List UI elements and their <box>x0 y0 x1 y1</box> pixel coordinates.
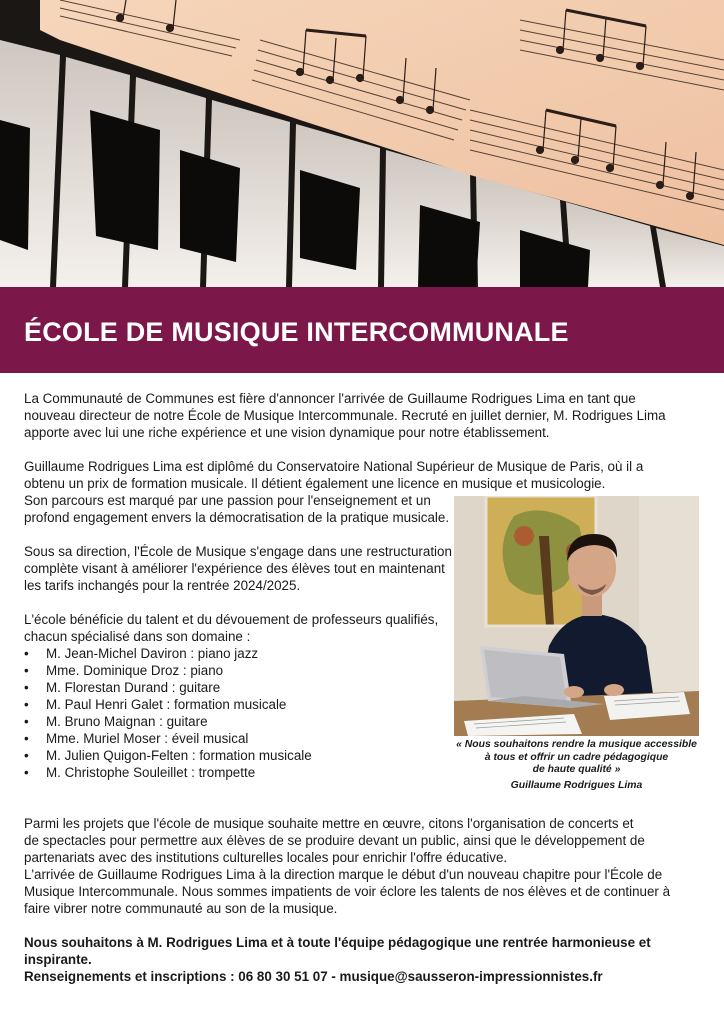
text-line: Nous souhaitons à M. Rodrigues Lima et à toute l'équipe pédagogique une rentrée harmonieuse et <box>24 935 651 950</box>
list-item: • M. Christophe Souleillet : trompette <box>24 764 312 781</box>
page-title: ÉCOLE DE MUSIQUE INTERCOMMUNALE <box>24 317 569 347</box>
text-line: profond engagement envers la démocratisation de la pratique musicale. <box>24 510 450 525</box>
text-line: nouveau directeur de notre École de Musique Intercommunale. Recruté en juillet dernier, M. Rodrigues Lima <box>24 408 666 423</box>
text-line: complète visant à améliorer l'expérience des élèves tout en maintenant <box>24 561 445 576</box>
caption-author: Guillaume Rodrigues Lima <box>510 780 643 791</box>
text-line: obtenu un prix de formation musicale. Il détient également une licence en musique et musicologie. <box>24 476 606 491</box>
caption-line: de haute qualité » <box>532 764 621 775</box>
text-line: partenariats avec des institutions culturelles locales pour enrichir l'offre éducative. <box>24 850 508 865</box>
text-line: Son parcours est marqué par une passion pour l'enseignement et un <box>24 493 431 508</box>
text-line: L'école bénéficie du talent et du dévouement de professeurs qualifiés, <box>24 612 439 627</box>
text-line: faire vibrer notre communauté au son de la musique. <box>24 901 338 916</box>
list-item: • M. Jean-Michel Daviron : piano jazz <box>24 645 312 662</box>
direction-paragraph <box>24 543 452 594</box>
teachers-list <box>24 645 312 781</box>
director-photo <box>454 496 699 736</box>
text-line: Musique Intercommunale. Nous sommes impatients de voir éclore les talents de nos élèves et de continuer à <box>24 884 671 899</box>
list-item: • M. Bruno Maignan : guitare <box>24 713 312 730</box>
text-line: La Communauté de Communes est fière d'annoncer l'arrivée de Guillaume Rodrigues Lima en tant que <box>24 391 636 406</box>
text-line: inspirante. <box>24 952 92 967</box>
contact-text: Renseignements et inscriptions : 06 80 30 51 07 - musique@sausseron-impressionnistes.fr <box>24 969 603 984</box>
text-line: Guillaume Rodrigues Lima est diplômé du Conservatoire National Supérieur de Musique de Paris, où il a <box>24 459 644 474</box>
header-image <box>0 0 724 287</box>
projects-paragraph <box>24 815 645 866</box>
arrival-paragraph <box>24 866 670 917</box>
text-line: Sous sa direction, l'École de Musique s'engage dans une restructuration <box>24 544 452 559</box>
title-band <box>0 287 724 373</box>
text-line: apporte avec lui une riche expérience et une vision dynamique pour notre établissement. <box>24 425 550 440</box>
intro-paragraph <box>24 390 666 441</box>
text-line: L'arrivée de Guillaume Rodrigues Lima à la direction marque le début d'un nouveau chapitre pour l'École de <box>24 867 663 882</box>
portrait-illustration <box>454 496 699 736</box>
list-item: • M. Julien Quigon-Felten : formation musicale <box>24 747 312 764</box>
caption-line: « Nous souhaitons rendre la musique accessible <box>456 739 697 750</box>
text-line: Parmi les projets que l'école de musique souhaite mettre en œuvre, citons l'organisation de concerts et <box>24 816 634 831</box>
contact-line <box>24 968 603 985</box>
closing-paragraph <box>24 934 651 968</box>
list-item: • M. Paul Henri Galet : formation musicale <box>24 696 312 713</box>
text-line: les tarifs inchangés pour la rentrée 2024/2025. <box>24 578 301 593</box>
list-item: • Mme. Dominique Droz : piano <box>24 662 312 679</box>
photo-caption <box>445 739 708 777</box>
caption-line: à tous et offrir un cadre pédagogique <box>484 751 669 763</box>
list-item: • M. Florestan Durand : guitare <box>24 679 312 696</box>
text-line: chacun spécialisé dans son domaine : <box>24 629 251 644</box>
text-line: de spectacles pour permettre aux élèves de se produire devant un public, ainsi que le développement de <box>24 833 645 848</box>
piano-sheet-music-illustration <box>0 0 724 287</box>
list-item: • Mme. Muriel Moser : éveil musical <box>24 730 312 747</box>
teachers-intro-paragraph <box>24 611 438 645</box>
